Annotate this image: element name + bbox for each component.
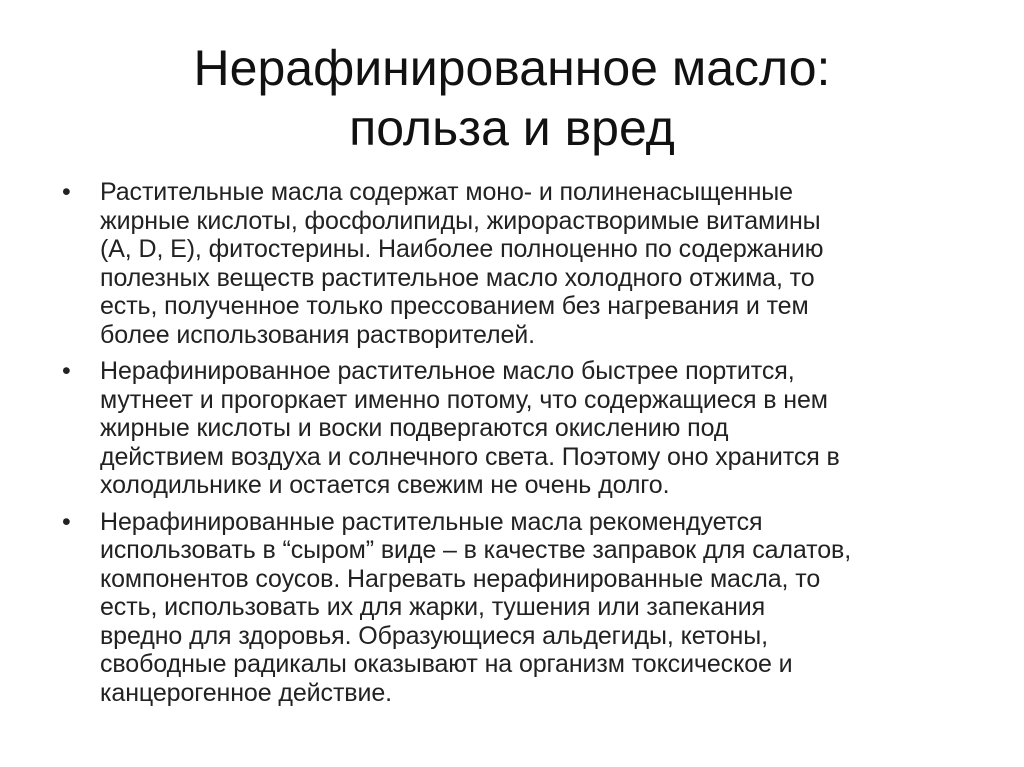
bullet-text-line: Нерафинированное растительное масло быстрее портится, (100, 357, 795, 385)
bullet-item-1 (62, 178, 982, 349)
bullet-text-line: Нерафинированные растительные масла рекомендуется (100, 507, 763, 536)
bullet-text-line: холодильнике и остается свежим не очень долго. (100, 471, 670, 499)
bullet-item-2 (62, 357, 982, 500)
bullet-text-line: жирные кислоты, фосфолипиды, жирорастворимые витамины (100, 206, 821, 235)
bullet-marker: • (62, 507, 71, 536)
bullet-text-line: есть, использовать их для жарки, тушения или запекания (100, 593, 766, 621)
bullet-text-line: использовать в “сыром” виде – в качестве заправок для салатов, (100, 536, 852, 564)
bullet-marker: • (62, 178, 71, 206)
bullet-text-line: полезных веществ растительное масло холодного отжима, то (100, 263, 815, 292)
bullet-list (62, 178, 982, 715)
slide-title-line-1: Нерафинированное масло: (193, 40, 831, 96)
bullet-text-line: Растительные масла содержат моно- и полиненасыщенные (100, 178, 793, 206)
bullet-text-line: мутнеет и прогоркает именно потому, что содержащиеся в нем (100, 385, 828, 414)
bullet-marker: • (62, 357, 71, 385)
slide-title-line-2: польза и вред (349, 100, 675, 156)
bullet-text (100, 178, 982, 349)
bullet-text-line: действием воздуха и солнечного света. Поэтому оно хранится в (100, 442, 840, 471)
bullet-text-line: вредно для здоровья. Образующиеся альдегиды, кетоны, (100, 621, 768, 650)
bullet-text-line: более использования растворителей. (100, 320, 536, 349)
bullet-text-line: компонентов соусов. Нагревать нерафинированные масла, то (100, 564, 821, 593)
bullet-text-line: (A, D, E), фитостерины. Наиболее полноценно по содержанию (100, 235, 824, 263)
bullet-text (100, 357, 982, 500)
bullet-text-line: канцерогенное действие. (100, 678, 392, 707)
bullet-text-line: жирные кислоты и воски подвергаются окислению под (100, 414, 729, 442)
bullet-text (100, 508, 982, 708)
slide-title (0, 38, 1024, 158)
bullet-item-3 (62, 508, 982, 708)
bullet-text-line: свободные радикалы оказывают на организм токсическое и (100, 650, 793, 678)
bullet-text-line: есть, полученное только прессованием без нагревания и тем (100, 292, 809, 320)
